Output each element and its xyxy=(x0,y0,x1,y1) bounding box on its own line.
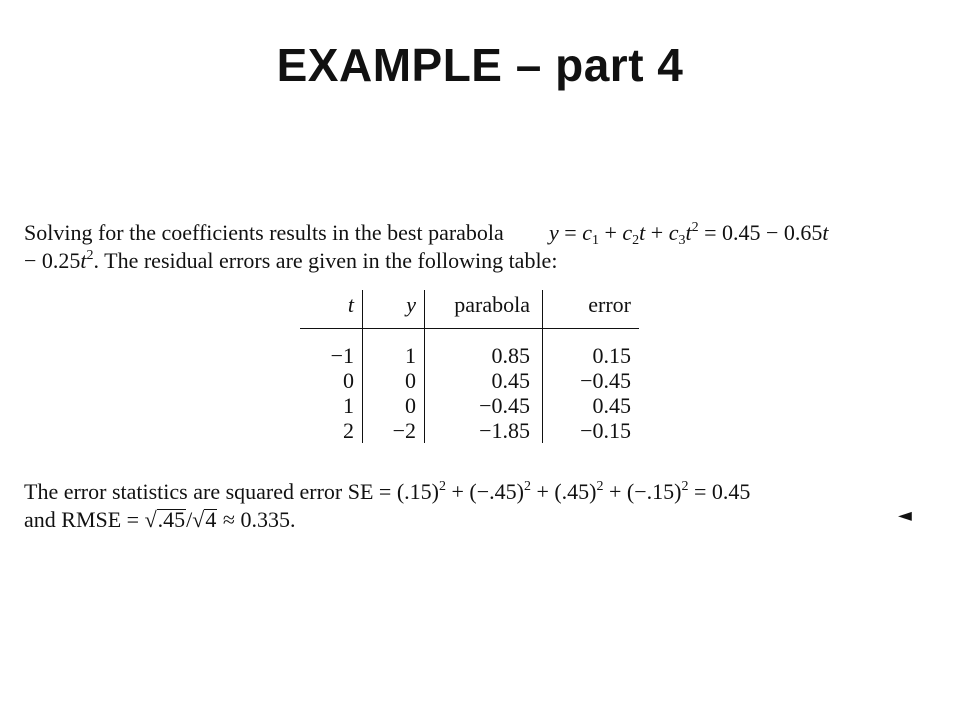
cell-error: −0.45 xyxy=(580,368,631,393)
paragraph-intro-text: Solving for the coefficients results in the best parabola xyxy=(24,220,504,245)
table-row xyxy=(300,368,639,393)
header-y: y xyxy=(363,290,425,329)
cell-y: 0 xyxy=(363,393,425,418)
cell-t: −1 xyxy=(300,329,363,369)
header-t: t xyxy=(300,290,363,329)
paragraph-line-1 xyxy=(24,220,504,246)
cell-error: 0.45 xyxy=(592,393,631,418)
header-error: error xyxy=(543,290,640,329)
cell-t: 2 xyxy=(300,418,363,443)
sqrt-denominator: √4 xyxy=(192,507,217,532)
cell-parabola: −0.45 xyxy=(425,393,543,418)
table-row xyxy=(300,418,639,443)
slide-title: EXAMPLE – part 4 xyxy=(276,39,684,91)
rmse-label: and RMSE = xyxy=(24,507,145,532)
paragraph-line-2 xyxy=(24,248,557,274)
cell-y: −2 xyxy=(363,418,425,443)
residual-table xyxy=(300,290,639,443)
cell-error: −0.15 xyxy=(580,418,631,443)
table-row xyxy=(300,329,639,369)
header-parabola: parabola xyxy=(425,290,543,329)
rmse-value: ≈ 0.335. xyxy=(217,507,296,532)
coefficient-term: − $0.25t^2$ xyxy=(24,248,94,273)
residual-intro-text: . The residual errors are given in the following table: xyxy=(93,248,558,273)
cell-y: 1 xyxy=(363,329,425,369)
cell-y: 0 xyxy=(363,368,425,393)
cell-parabola: 0.85 xyxy=(425,329,543,369)
squared-error-text: The error statistics are squared error SE = (.15) xyxy=(24,479,439,504)
cell-error: 0.15 xyxy=(592,343,631,368)
end-of-example-marker: ◄ xyxy=(898,505,912,526)
squared-error-value: = 0.45 xyxy=(688,479,751,504)
error-statistics-line-1: The error statistics are squared error SE = $(.15)^2 + (-.45)^2 + (.45)^2 + (-.15)^2 = 0.45$ xyxy=(24,479,751,504)
table-header-row xyxy=(300,290,639,329)
sqrt-numerator: √.45 xyxy=(144,507,186,532)
cell-t: 1 xyxy=(300,393,363,418)
cell-t: 0 xyxy=(300,368,363,393)
table-row xyxy=(300,393,639,418)
cell-parabola: 0.45 xyxy=(425,368,543,393)
cell-parabola: −1.85 xyxy=(425,418,543,443)
parabola-equation: $y = c_1 + c_2t + c_3t^2 = 0.45 - 0.65t$ xyxy=(549,220,829,248)
error-statistics-line-2: and RMSE = √.45/√4 ≈ 0.335. xyxy=(24,507,296,532)
